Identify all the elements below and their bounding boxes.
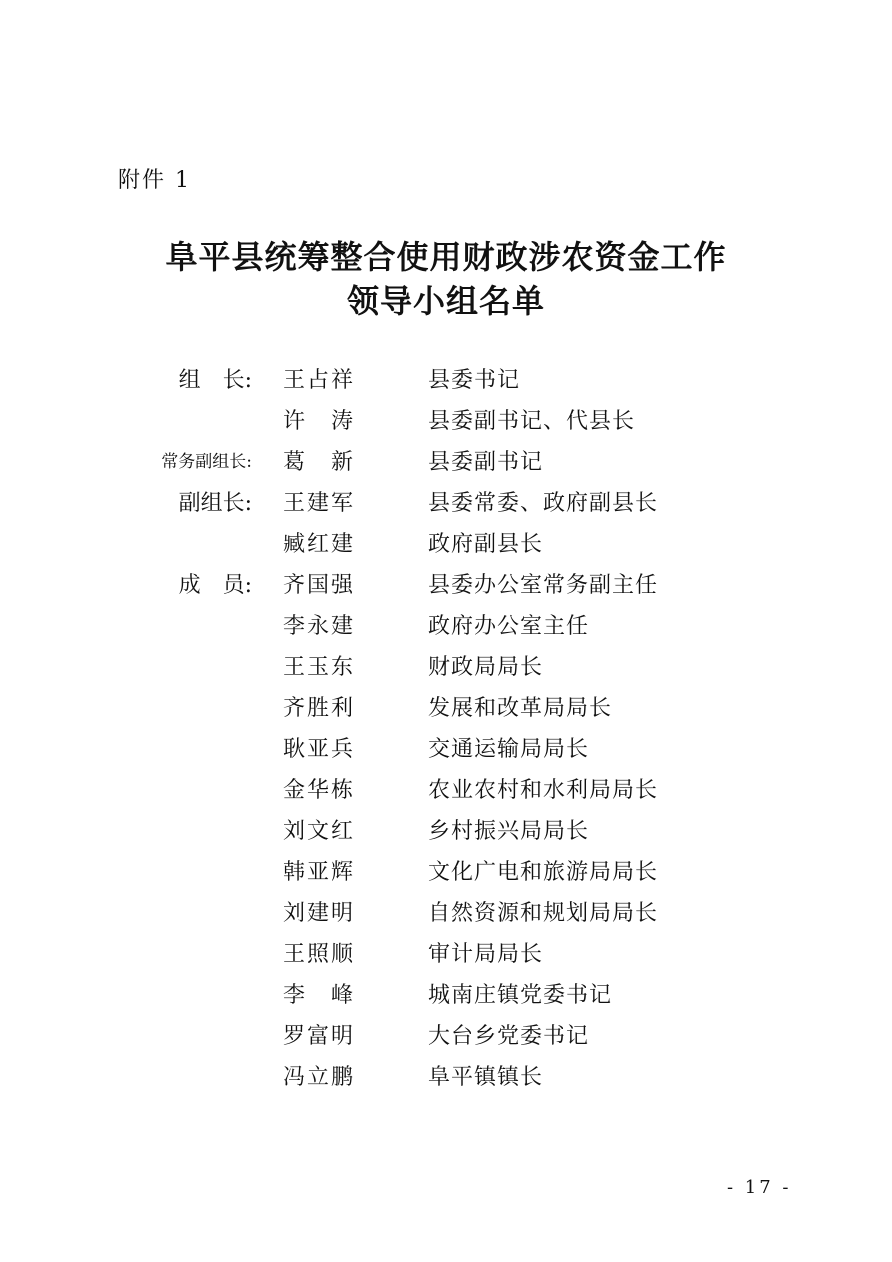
member-role: 组 长: (178, 368, 252, 393)
attachment-label: 附件 1 (118, 168, 191, 193)
member-row (0, 975, 892, 1016)
member-row (0, 565, 892, 606)
member-role: 副组长: (178, 491, 252, 516)
member-row (0, 688, 892, 729)
member-row (0, 852, 892, 893)
member-row (0, 934, 892, 975)
member-role: 常务副组长: (161, 452, 252, 472)
member-name: 王照顺 (283, 942, 353, 967)
member-name: 金华栋 (283, 778, 353, 803)
member-row (0, 1057, 892, 1098)
member-position: 县委办公室常务副主任 (428, 573, 659, 598)
member-position: 城南庄镇党委书记 (428, 983, 613, 1008)
member-name: 李 峰 (283, 983, 353, 1008)
member-name: 耿亚兵 (283, 737, 353, 762)
member-role: 成 员: (178, 573, 252, 598)
member-row (0, 1016, 892, 1057)
member-name: 王占祥 (283, 368, 353, 393)
member-position: 审计局局长 (428, 942, 544, 967)
member-row (0, 811, 892, 852)
member-position: 文化广电和旅游局局长 (428, 860, 659, 885)
member-row (0, 524, 892, 565)
member-position: 乡村振兴局局长 (428, 819, 590, 844)
member-name: 齐国强 (283, 573, 353, 598)
page-number: - 17 - (727, 1177, 792, 1198)
member-position: 县委书记 (428, 368, 521, 393)
member-name: 葛 新 (283, 450, 353, 475)
member-row (0, 442, 892, 483)
member-position: 县委常委、政府副县长 (428, 491, 659, 516)
member-name: 许 涛 (283, 409, 353, 434)
member-row (0, 483, 892, 524)
member-position: 政府办公室主任 (428, 614, 590, 639)
member-position: 自然资源和规划局局长 (428, 901, 659, 926)
member-row (0, 401, 892, 442)
member-name: 刘文红 (283, 819, 353, 844)
member-name: 冯立鹏 (283, 1065, 353, 1090)
member-name: 李永建 (283, 614, 353, 639)
member-name: 王建军 (283, 491, 353, 516)
member-position: 县委副书记、代县长 (428, 409, 636, 434)
member-position: 大台乡党委书记 (428, 1024, 590, 1049)
member-row (0, 729, 892, 770)
member-row (0, 360, 892, 401)
member-name: 臧红建 (283, 532, 353, 557)
member-position: 县委副书记 (428, 450, 544, 475)
member-row (0, 770, 892, 811)
member-name: 刘建明 (283, 901, 353, 926)
member-position: 交通运输局局长 (428, 737, 590, 762)
document-title-line-2: 领导小组名单 (346, 282, 545, 320)
member-row (0, 893, 892, 934)
member-position: 农业农村和水利局局长 (428, 778, 659, 803)
member-position: 财政局局长 (428, 655, 544, 680)
member-name: 王玉东 (283, 655, 353, 680)
member-position: 政府副县长 (428, 532, 544, 557)
member-row (0, 647, 892, 688)
member-name: 罗富明 (283, 1024, 353, 1049)
document-title-line-1: 阜平县统筹整合使用财政涉农资金工作 (165, 238, 727, 276)
member-list (0, 360, 892, 1098)
member-row (0, 606, 892, 647)
member-name: 齐胜利 (283, 696, 353, 721)
member-name: 韩亚辉 (283, 860, 353, 885)
member-position: 阜平镇镇长 (428, 1065, 544, 1090)
member-position: 发展和改革局局长 (428, 696, 613, 721)
